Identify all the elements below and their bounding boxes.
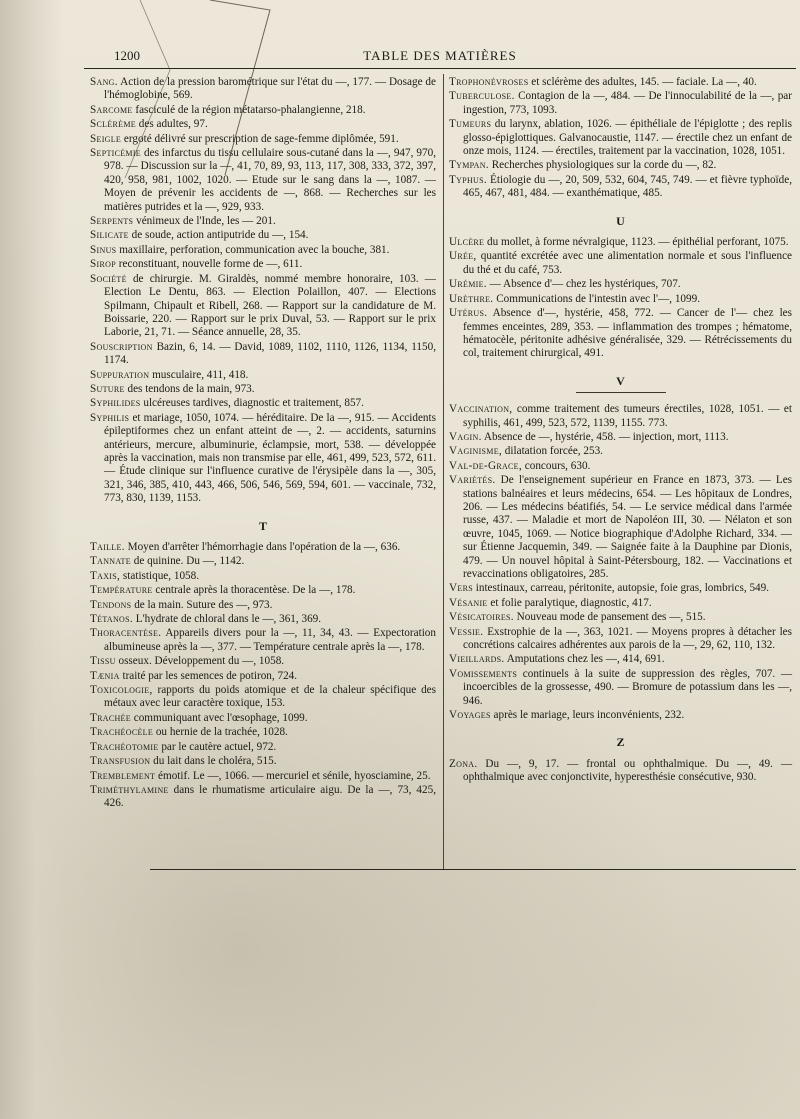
section-letter-u xyxy=(449,215,792,228)
index-entry-heading: Trachée xyxy=(90,711,131,724)
index-entry-text: reconstituant, nouvelle forme de —, 611. xyxy=(118,258,303,271)
index-entry-heading: Septicémie xyxy=(90,147,141,160)
index-entry-text: centrale après la thoracentèse. De la —, 178. xyxy=(155,584,356,597)
index-entry-heading: Souscription xyxy=(90,340,153,353)
index-entry-heading: Vésanie xyxy=(449,596,488,609)
section-letter-v xyxy=(449,375,792,388)
page-number: 1200 xyxy=(114,48,140,63)
index-entry-heading: Sang. xyxy=(90,76,118,88)
index-entry-heading: Vomissements xyxy=(449,667,518,680)
column-separator xyxy=(443,74,444,870)
index-entry-heading: Sirop xyxy=(90,258,116,271)
index-entry-text: quantité excrétée avec une alimentation normale et sous l'influence du thé et du café, 753. xyxy=(463,250,793,276)
index-entry-text: de soude, action antiputride du —, 154. xyxy=(131,229,309,242)
index-entry-heading: Utérus. xyxy=(449,307,488,320)
index-entry-heading: Tremblement xyxy=(90,769,156,782)
index-entry-text: et sclérème des adultes, 145. — faciale. La —, 40. xyxy=(531,76,757,88)
index-entry-heading: Température xyxy=(90,584,153,597)
index-entry xyxy=(449,403,792,430)
index-entry-heading: Variétés. xyxy=(449,474,496,487)
index-entry-heading: Trophonévroses xyxy=(449,76,529,88)
index-entry-heading: Toxicologie, xyxy=(90,684,153,697)
index-entry-heading: Vaccination, xyxy=(449,403,513,416)
index-entry-heading: Silicate xyxy=(90,229,129,242)
index-entry-text: communiquant avec l'œsophage, 1099. xyxy=(133,711,308,724)
index-entry xyxy=(449,445,792,458)
index-entry xyxy=(90,712,436,725)
index-entry-text: de chirurgie. M. Giraldès, nommé membre honoraire, 103. — Election Le Dentu, 863. — Election Polaillon, 407. — Elections Spilmann, Chipault et Ribell, 268. — Rapport sur la candidature de M. Boissarie, 220. — Rapport sur le prix Duval, 53. — Rapport sur le prix Laborie, 21, 71. — Séance annuelle, 28, 35. xyxy=(104,272,436,339)
footer-line xyxy=(150,869,796,870)
index-entry-heading: Tympan. xyxy=(449,159,489,172)
index-entry-text: musculaire, 411, 418. xyxy=(152,368,249,381)
index-entry xyxy=(449,460,792,473)
index-entry xyxy=(90,570,436,583)
index-entry-heading: Thoracentèse. xyxy=(90,627,162,640)
index-entry-text: ulcéreuses tardives, diagnostic et traitement, 857. xyxy=(143,397,364,410)
index-entry-text: dilatation forcée, 253. xyxy=(504,445,603,458)
index-entry-heading: Suture xyxy=(90,382,125,395)
index-entry-heading: Tannate xyxy=(90,555,131,568)
index-entry-text: émotif. Le —, 1066. — mercuriel et sénile, hyosciamine, 25. xyxy=(158,769,431,782)
index-entry xyxy=(90,76,436,103)
index-entry xyxy=(449,293,792,306)
index-entry-text: ergoté délivré sur prescription de sage-femme diplômée, 591. xyxy=(123,132,399,145)
index-entry-text: Bazin, 6, 14. — David, 1089, 1102, 1110, 1126, 1134, 1150, 1174. xyxy=(104,340,437,367)
index-entry-text: Du —, 9, 17. — frontal ou ophthalmique. Du —, 49. — ophthalmique avec conjonctivite, hyperesthésie consécutive, 930. xyxy=(463,757,793,784)
index-entry-heading: Taille. xyxy=(90,541,125,553)
index-entry xyxy=(449,307,792,361)
index-entry-text: De l'enseignement supérieur en France en 1873, 373. — Les stations balnéaires et leurs médecins, 654. — Les hôpitaux de Londres, 206. — Les médecins béatifiés, 54. — Le service médical dans l'armée russe, 437. — Maladie et mort de Napoléon III, 30. — Nélaton et son œuvre, 1045, 1069. — Notice biographique d'Adolphe Richard, 334. — sur Étienne Jacquemin, 349. — Saignée faite à la Dauphine par Dionis, 479. — Un nouvel hôpital à Saint-Pétersbourg, 182. — Vaccinations et revaccinations obligatoires, 285. xyxy=(463,474,793,580)
index-entry-heading: Seigle xyxy=(90,132,122,145)
index-entry-text: rapports du poids atomique et de la chaleur spécifique des métaux avec leur caractère toxique, 153. xyxy=(104,684,436,710)
index-entry xyxy=(449,236,792,249)
section-letter-label: T xyxy=(258,518,267,533)
index-entry xyxy=(90,412,436,506)
index-entry-text: dans le rhumatisme articulaire aigu. De la —, 73, 425, 426. xyxy=(104,783,436,810)
index-entry-text: Recherches physiologiques sur la corde du —, 82. xyxy=(491,159,717,172)
index-entry-heading: Société xyxy=(90,272,127,285)
index-entry-text: fasciculé de la région métatarso-phalangienne, 218. xyxy=(135,103,366,116)
index-entry xyxy=(90,215,436,228)
index-entry-text: et mariage, 1050, 1074. — héréditaire. De la —, 915. — Accidents épileptiformes chez un enfant atteint de —, 2. — accidents, saturnins antérieurs, mercure, albuminurie, éclampsie, mort, 538. — développée après la vaccination, mais non transmise par elle, 461, 499, 523, 572, 611. — Étude clinique sur l'influence curative de l'érysipèle dans la —, 305, 321, 346, 385, 410, 443, 466, 506, 546, 569, 594, 601. — vaccinale, 732, 773, 830, 1139, 1153. xyxy=(104,411,436,505)
index-entry xyxy=(90,670,436,683)
index-entry-heading: Vers xyxy=(449,582,473,595)
index-entry xyxy=(449,90,792,117)
index-entry-text: des tendons de la main, 973. xyxy=(127,382,255,395)
index-entry xyxy=(90,755,436,768)
section-letter-t xyxy=(90,520,436,533)
index-entry-text: des adultes, 97. xyxy=(138,118,208,131)
index-entry-text: par le cautère actuel, 972. xyxy=(161,740,277,753)
index-entry-text: Moyen d'arrêter l'hémorrhagie dans l'opération de la —, 636. xyxy=(127,541,401,553)
index-entry-text: osseux. Développement du —, 1058. xyxy=(118,655,285,668)
section-letter-label: V xyxy=(616,373,625,388)
index-entry-text: traité par les semences de potiron, 724. xyxy=(122,669,298,682)
index-entry-text: de quinine. Du —, 1142. xyxy=(133,555,245,568)
index-entry xyxy=(90,383,436,396)
index-entry-text: Amputations chez les —, 414, 691. xyxy=(506,653,665,666)
index-entry-heading: Sinus xyxy=(90,243,117,256)
index-entry-text: intestinaux, carreau, péritonite, autopsie, foie gras, lombrics, 549. xyxy=(475,582,770,595)
index-entry xyxy=(90,541,436,554)
index-entry-heading: Triméthylamine xyxy=(90,783,169,796)
index-entry xyxy=(90,369,436,382)
index-entry xyxy=(449,668,792,708)
index-entry-text: Absence d'—, hystérie, 458, 772. — Cancer de l'— chez les femmes enceintes, 289, 353. — inflammation des trompes ; hématome, hématocèle, péritonite adhésive généralisée, 329. — Rétrécissements du col, traitement chirurgical, 491. xyxy=(463,307,792,360)
index-column-right xyxy=(449,76,792,786)
index-entry xyxy=(90,584,436,597)
index-entry xyxy=(449,159,792,172)
index-entry-text: comme traitement des tumeurs érectiles, 1028, 1051. — et syphilis, 461, 499, 523, 572, 1139, 1155. 773. xyxy=(463,403,793,429)
index-entry-heading: Typhus. xyxy=(449,173,487,186)
index-entry xyxy=(90,258,436,271)
index-entry-heading: Tétanos. xyxy=(90,613,133,626)
index-entry xyxy=(90,341,436,368)
index-entry-heading: Urèthre. xyxy=(449,292,494,305)
index-entry-heading: Vaginisme, xyxy=(449,445,502,458)
index-entry xyxy=(449,250,792,277)
index-entry xyxy=(90,118,436,131)
index-entry xyxy=(449,76,792,89)
index-entry xyxy=(90,655,436,668)
index-entry-text: du lait dans le choléra, 515. xyxy=(153,755,277,768)
index-entry xyxy=(90,133,436,146)
index-entry-heading: Vieillards. xyxy=(449,653,505,666)
index-entry-heading: Tænia xyxy=(90,669,120,682)
index-entry-heading: Vésicatoires. xyxy=(449,611,514,624)
index-entry xyxy=(449,709,792,722)
index-entry-heading: Tendons xyxy=(90,598,132,611)
index-entry-text: — Absence d'— chez les hystériques, 707. xyxy=(489,278,681,291)
index-entry-heading: Syphilides xyxy=(90,397,141,410)
index-entry-heading: Tissu xyxy=(90,655,116,668)
index-entry xyxy=(90,726,436,739)
index-entry xyxy=(90,273,436,340)
index-entry-text: après le mariage, leurs inconvénients, 232. xyxy=(493,709,685,722)
index-entry xyxy=(90,684,436,711)
header-rule xyxy=(84,68,796,69)
index-entry-text: Étiologie du —, 20, 509, 532, 604, 745, 749. — et fièvre typhoïde, 465, 467, 481, 484. — exanthématique, 485. xyxy=(463,173,793,200)
index-entry-heading: Sarcome xyxy=(90,103,133,116)
section-letter-z xyxy=(449,736,792,749)
index-entry-heading: Trachéotomie xyxy=(90,740,159,753)
index-entry xyxy=(449,653,792,666)
index-entry-text: Exstrophie de la —, 363, 1021. — Moyens propres à détacher les concrétions calcaires adhérentes aux parois de la —, 29, 62, 110, 132. xyxy=(463,625,793,652)
index-column-left xyxy=(90,76,436,812)
index-entry-text: Contagion de la —, 484. — De l'innoculabilité de la —, par ingestion, 773, 1093. xyxy=(463,90,793,116)
index-entry xyxy=(90,147,436,214)
index-entry-text: des infarctus du tissu cellulaire sous-cutané dans la —, 947, 970, 978. — Discussion sur la —, 41, 70, 89, 93, 113, 117, 308, 333, 372, 397, 420, 958, 981, 1002, 1020. — Etude sur le sang dans la —, 1087. — Moyen de prévenir les accidents de —, 868. — Recherches sur les matières putrides et la —, 929, 933. xyxy=(104,147,436,213)
index-entry-text: de la main. Suture des —, 973. xyxy=(134,598,273,611)
index-entry-text: Communications de l'intestin avec l'—, 1099. xyxy=(496,292,701,305)
index-entry-heading: Syphilis xyxy=(90,411,130,424)
index-entry-text: vénimeux de l'Inde, les — 201. xyxy=(136,215,276,228)
index-entry-text: statistique, 1058. xyxy=(122,569,200,582)
index-entry xyxy=(449,582,792,595)
index-entry-heading: Urémie. xyxy=(449,278,487,291)
index-entry-heading: Urée, xyxy=(449,250,477,263)
section-underline xyxy=(576,392,666,393)
index-entry xyxy=(449,626,792,653)
index-entry xyxy=(449,474,792,581)
index-entry-text: Appareils divers pour la —, 11, 34, 43. — Expectoration albumineuse après la —, 377. — Température centrale après la —, 178. xyxy=(104,627,436,653)
index-entry xyxy=(449,758,792,785)
section-letter-label: U xyxy=(616,213,625,228)
index-entry-heading: Ulcère xyxy=(449,236,485,249)
index-entry-heading: Val-de-Grace, xyxy=(449,459,522,472)
index-entry xyxy=(90,627,436,654)
index-entry-heading: Vagin. xyxy=(449,430,482,443)
index-entry-heading: Zona. xyxy=(449,757,478,770)
index-entry xyxy=(449,174,792,201)
index-entry-heading: Voyages xyxy=(449,709,491,722)
index-entry xyxy=(449,431,792,444)
index-entry xyxy=(449,611,792,624)
index-entry xyxy=(449,118,792,158)
index-entry xyxy=(90,784,436,811)
index-entry-text: Action de la pression barométrique sur l'état du —, 177. — Dosage de l'hémoglobine, 569. xyxy=(104,76,436,102)
index-entry-heading: Sclérème xyxy=(90,118,136,131)
index-entry-text: du larynx, ablation, 1026. — épithéliale de l'épiglotte ; des replis glosso-épiglottiques. Galvanocaustie, 1147. — érectile chez un enfant de onze mois, 1124. — érectiles, traitement par la vaccination, 1028, 1051. xyxy=(463,118,792,158)
index-entry-heading: Transfusion xyxy=(90,755,151,768)
index-entry-heading: Taxis, xyxy=(90,569,121,582)
footer-ornamental-rule xyxy=(150,866,796,874)
index-entry xyxy=(90,104,436,117)
index-entry-text: ou hernie de la trachée, 1028. xyxy=(155,726,288,739)
index-entry xyxy=(449,278,792,291)
index-entry xyxy=(449,597,792,610)
index-entry-heading: Tumeurs xyxy=(449,118,492,131)
index-entry-text: continuels à la suite de suppression des règles, 707. — incoercibles de la grossesse, 490. — Bromure de potassium dans les —, 946. xyxy=(463,667,793,707)
index-entry xyxy=(90,397,436,410)
index-entry xyxy=(90,229,436,242)
index-entry-heading: Serpents xyxy=(90,215,134,228)
index-entry-heading: Trachéocèle xyxy=(90,726,154,739)
index-entry xyxy=(90,741,436,754)
index-entry-text: du mollet, à forme névralgique, 1123. — épithélial perforant, 1075. xyxy=(487,236,789,249)
index-entry xyxy=(90,770,436,783)
index-entry-text: et folie paralytique, diagnostic, 417. xyxy=(490,596,652,609)
index-entry xyxy=(90,555,436,568)
index-entry xyxy=(90,599,436,612)
index-entry-heading: Vessie. xyxy=(449,625,484,638)
page-edge-shadow xyxy=(0,0,64,1119)
index-entry-text: concours, 630. xyxy=(524,459,591,472)
index-entry-text: Absence de —, hystérie, 458. — injection, mort, 1113. xyxy=(483,430,729,443)
index-entry-text: L'hydrate de chloral dans le —, 361, 369. xyxy=(135,613,322,626)
index-entry xyxy=(90,613,436,626)
index-entry-heading: Suppuration xyxy=(90,368,150,381)
section-letter-label: Z xyxy=(616,735,625,750)
running-title: TABLE DES MATIÈRES xyxy=(363,48,517,63)
index-entry xyxy=(90,244,436,257)
index-entry-text: maxillaire, perforation, communication avec la bouche, 381. xyxy=(119,243,390,256)
index-entry-heading: Tuberculose. xyxy=(449,90,515,103)
page-header xyxy=(84,44,796,66)
index-entry-text: Nouveau mode de pansement des —, 515. xyxy=(516,611,706,624)
